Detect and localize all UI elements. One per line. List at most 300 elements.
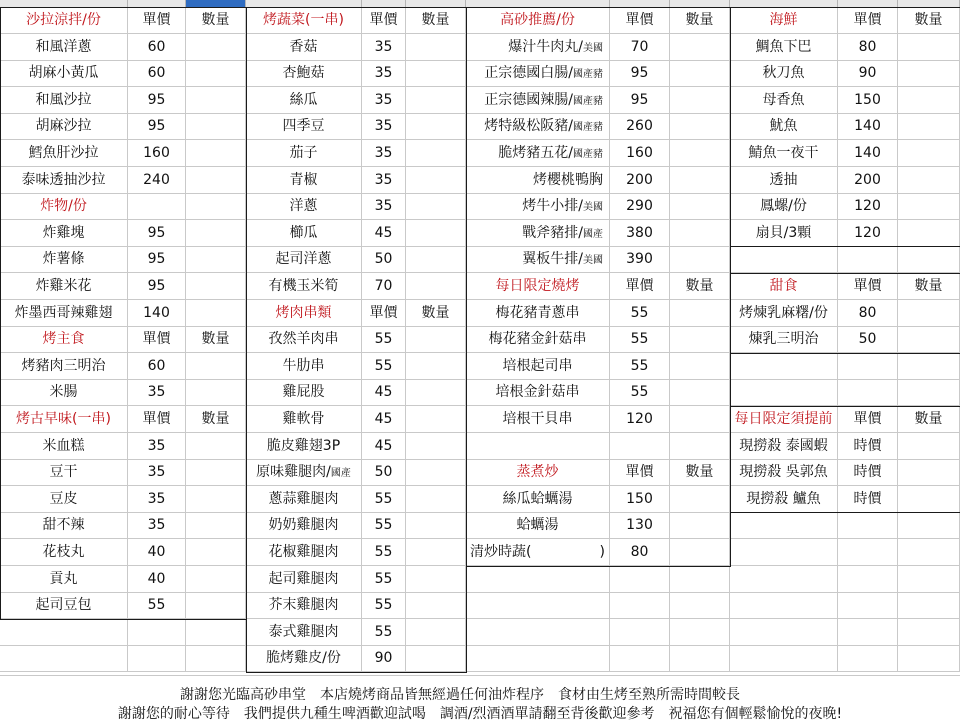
qty-header[interactable]: 數量 xyxy=(898,406,960,433)
menu-item-price[interactable]: 70 xyxy=(610,34,670,61)
qty-input-cell[interactable] xyxy=(186,486,246,513)
qty-input-cell[interactable] xyxy=(186,353,246,380)
column-header[interactable] xyxy=(246,0,362,7)
menu-item-price[interactable]: 35 xyxy=(128,379,186,406)
sheet-cell[interactable] xyxy=(898,246,960,273)
menu-item-name[interactable]: 泰味透抽沙拉 xyxy=(0,167,128,194)
sheet-cell[interactable] xyxy=(610,645,670,672)
qty-input-cell[interactable] xyxy=(898,300,960,327)
menu-item-name[interactable]: 原味雞腿肉/國產 xyxy=(246,459,362,486)
menu-item-name[interactable]: 花枝丸 xyxy=(0,539,128,566)
menu-item-name[interactable]: 烤煉乳麻糬/份 xyxy=(730,300,838,327)
menu-item-price[interactable]: 時價 xyxy=(838,459,898,486)
sheet-cell[interactable] xyxy=(186,193,246,220)
sheet-cell[interactable] xyxy=(670,619,730,646)
sheet-cell[interactable] xyxy=(838,645,898,672)
qty-input-cell[interactable] xyxy=(406,140,466,167)
menu-item-price[interactable]: 45 xyxy=(362,220,406,247)
price-header[interactable]: 單價 xyxy=(128,406,186,433)
menu-item-name[interactable]: 培根金針菇串 xyxy=(466,379,610,406)
menu-item-price[interactable]: 55 xyxy=(362,512,406,539)
price-header[interactable]: 單價 xyxy=(610,273,670,300)
qty-input-cell[interactable] xyxy=(898,167,960,194)
qty-header[interactable]: 數量 xyxy=(406,7,466,34)
menu-item-price[interactable]: 35 xyxy=(362,87,406,114)
qty-input-cell[interactable] xyxy=(406,379,466,406)
qty-input-cell[interactable] xyxy=(186,539,246,566)
qty-input-cell[interactable] xyxy=(406,645,466,672)
menu-item-price[interactable]: 45 xyxy=(362,406,406,433)
qty-input-cell[interactable] xyxy=(670,486,730,513)
menu-item-price[interactable]: 95 xyxy=(128,87,186,114)
menu-item-price[interactable]: 150 xyxy=(610,486,670,513)
menu-item-price[interactable]: 55 xyxy=(610,379,670,406)
menu-item-name[interactable]: 秋刀魚 xyxy=(730,60,838,87)
menu-item-name[interactable]: 煉乳三明治 xyxy=(730,326,838,353)
menu-item-price[interactable]: 35 xyxy=(362,34,406,61)
menu-item-price[interactable]: 50 xyxy=(362,459,406,486)
menu-item-price[interactable]: 35 xyxy=(128,459,186,486)
menu-item-name[interactable]: 泰式雞腿肉 xyxy=(246,619,362,646)
sheet-cell[interactable] xyxy=(838,353,898,380)
menu-item-name[interactable]: 洋蔥 xyxy=(246,193,362,220)
menu-item-price[interactable]: 50 xyxy=(838,326,898,353)
section-title-retro[interactable]: 烤古早味(一串) xyxy=(0,406,128,433)
menu-item-name[interactable]: 現撈殺 泰國蝦 xyxy=(730,433,838,460)
menu-item-price[interactable]: 70 xyxy=(362,273,406,300)
qty-header[interactable]: 數量 xyxy=(898,273,960,300)
column-header[interactable] xyxy=(730,0,838,7)
qty-input-cell[interactable] xyxy=(406,60,466,87)
menu-item-price[interactable]: 55 xyxy=(362,486,406,513)
menu-item-price[interactable]: 80 xyxy=(838,300,898,327)
menu-item-price[interactable]: 95 xyxy=(128,246,186,273)
menu-item-name[interactable]: 蔥蒜雞腿肉 xyxy=(246,486,362,513)
menu-item-name[interactable]: 炸雞塊 xyxy=(0,220,128,247)
column-header[interactable] xyxy=(362,0,406,7)
qty-input-cell[interactable] xyxy=(406,486,466,513)
price-header[interactable]: 單價 xyxy=(838,273,898,300)
sheet-cell[interactable] xyxy=(730,379,838,406)
qty-input-cell[interactable] xyxy=(406,353,466,380)
sheet-cell[interactable] xyxy=(466,433,610,460)
menu-item-price[interactable]: 時價 xyxy=(838,486,898,513)
qty-header[interactable]: 數量 xyxy=(186,7,246,34)
price-header[interactable]: 單價 xyxy=(362,7,406,34)
qty-input-cell[interactable] xyxy=(186,592,246,619)
section-title-seafood[interactable]: 海鮮 xyxy=(730,7,838,34)
qty-header[interactable]: 數量 xyxy=(670,459,730,486)
sheet-cell[interactable] xyxy=(898,379,960,406)
menu-item-price[interactable]: 95 xyxy=(128,273,186,300)
sheet-cell[interactable] xyxy=(730,566,838,593)
sheet-cell[interactable] xyxy=(898,645,960,672)
qty-input-cell[interactable] xyxy=(670,113,730,140)
sheet-cell[interactable] xyxy=(730,246,838,273)
section-title-steam[interactable]: 蒸煮炒 xyxy=(466,459,610,486)
qty-input-cell[interactable] xyxy=(186,60,246,87)
qty-input-cell[interactable] xyxy=(406,34,466,61)
qty-input-cell[interactable] xyxy=(406,326,466,353)
menu-item-price[interactable]: 380 xyxy=(610,220,670,247)
menu-item-price[interactable]: 290 xyxy=(610,193,670,220)
menu-item-price[interactable]: 55 xyxy=(362,326,406,353)
menu-item-price[interactable]: 時價 xyxy=(838,433,898,460)
menu-item-name[interactable]: 孜然羊肉串 xyxy=(246,326,362,353)
qty-input-cell[interactable] xyxy=(670,87,730,114)
menu-item-name[interactable]: 櫛瓜 xyxy=(246,220,362,247)
section-title-veg[interactable]: 烤蔬菜(一串) xyxy=(246,7,362,34)
qty-input-cell[interactable] xyxy=(898,113,960,140)
qty-input-cell[interactable] xyxy=(670,300,730,327)
qty-input-cell[interactable] xyxy=(898,193,960,220)
price-header[interactable]: 單價 xyxy=(128,326,186,353)
menu-item-name[interactable]: 雞軟骨 xyxy=(246,406,362,433)
qty-input-cell[interactable] xyxy=(186,220,246,247)
sheet-cell[interactable] xyxy=(898,539,960,566)
menu-item-price[interactable]: 95 xyxy=(610,60,670,87)
menu-item-price[interactable]: 95 xyxy=(128,220,186,247)
qty-input-cell[interactable] xyxy=(406,220,466,247)
qty-input-cell[interactable] xyxy=(670,539,730,566)
qty-input-cell[interactable] xyxy=(898,486,960,513)
menu-item-name[interactable]: 起司雞腿肉 xyxy=(246,566,362,593)
qty-input-cell[interactable] xyxy=(406,592,466,619)
qty-input-cell[interactable] xyxy=(406,193,466,220)
qty-input-cell[interactable] xyxy=(670,34,730,61)
menu-item-price[interactable]: 130 xyxy=(610,512,670,539)
qty-header[interactable]: 數量 xyxy=(670,273,730,300)
sheet-cell[interactable] xyxy=(670,592,730,619)
menu-item-price[interactable]: 390 xyxy=(610,246,670,273)
qty-input-cell[interactable] xyxy=(670,379,730,406)
section-title-fried[interactable]: 炸物/份 xyxy=(0,193,128,220)
menu-item-name[interactable]: 胡麻小黃瓜 xyxy=(0,60,128,87)
menu-item-price[interactable]: 45 xyxy=(362,433,406,460)
qty-input-cell[interactable] xyxy=(670,220,730,247)
menu-item-price[interactable]: 35 xyxy=(128,433,186,460)
price-header[interactable]: 單價 xyxy=(838,406,898,433)
qty-input-cell[interactable] xyxy=(186,300,246,327)
column-header[interactable] xyxy=(406,0,466,7)
menu-item-name[interactable]: 和風洋蔥 xyxy=(0,34,128,61)
section-title-daily[interactable]: 每日限定燒烤 xyxy=(466,273,610,300)
qty-input-cell[interactable] xyxy=(670,406,730,433)
sheet-cell[interactable] xyxy=(466,619,610,646)
qty-input-cell[interactable] xyxy=(406,87,466,114)
menu-item-price[interactable]: 150 xyxy=(838,87,898,114)
price-header[interactable]: 單價 xyxy=(610,7,670,34)
qty-input-cell[interactable] xyxy=(898,220,960,247)
sheet-cell[interactable] xyxy=(838,566,898,593)
qty-input-cell[interactable] xyxy=(406,539,466,566)
menu-item-price[interactable]: 90 xyxy=(838,60,898,87)
section-title-staple[interactable]: 烤主食 xyxy=(0,326,128,353)
menu-item-price[interactable]: 40 xyxy=(128,566,186,593)
qty-input-cell[interactable] xyxy=(186,459,246,486)
qty-input-cell[interactable] xyxy=(186,34,246,61)
qty-input-cell[interactable] xyxy=(670,246,730,273)
qty-input-cell[interactable] xyxy=(898,60,960,87)
menu-item-name[interactable]: 清炒時蔬( ) xyxy=(466,539,610,566)
menu-item-name[interactable]: 起司豆包 xyxy=(0,592,128,619)
sheet-cell[interactable] xyxy=(730,592,838,619)
menu-item-price[interactable]: 35 xyxy=(128,512,186,539)
menu-item-name[interactable]: 米腸 xyxy=(0,379,128,406)
menu-item-name[interactable]: 現撈殺 吳郭魚 xyxy=(730,459,838,486)
qty-input-cell[interactable] xyxy=(186,379,246,406)
column-header[interactable] xyxy=(128,0,186,7)
menu-item-price[interactable]: 40 xyxy=(128,539,186,566)
sheet-cell[interactable] xyxy=(186,619,246,646)
sheet-cell[interactable] xyxy=(898,619,960,646)
sheet-cell[interactable] xyxy=(670,433,730,460)
menu-item-price[interactable]: 55 xyxy=(610,326,670,353)
section-title-premium[interactable]: 高砂推薦/份 xyxy=(466,7,610,34)
qty-input-cell[interactable] xyxy=(898,34,960,61)
menu-item-name[interactable]: 花椒雞腿肉 xyxy=(246,539,362,566)
menu-item-name[interactable]: 香菇 xyxy=(246,34,362,61)
qty-input-cell[interactable] xyxy=(186,87,246,114)
menu-item-name[interactable]: 胡麻沙拉 xyxy=(0,113,128,140)
menu-item-name[interactable]: 脆烤豬五花/國產豬 xyxy=(466,140,610,167)
menu-item-price[interactable]: 90 xyxy=(362,645,406,672)
qty-input-cell[interactable] xyxy=(898,140,960,167)
menu-item-price[interactable]: 45 xyxy=(362,379,406,406)
menu-item-price[interactable]: 200 xyxy=(610,167,670,194)
sheet-cell[interactable] xyxy=(838,246,898,273)
menu-item-price[interactable]: 160 xyxy=(610,140,670,167)
menu-item-price[interactable]: 50 xyxy=(362,246,406,273)
menu-item-price[interactable]: 80 xyxy=(838,34,898,61)
menu-item-price[interactable]: 160 xyxy=(128,140,186,167)
menu-item-price[interactable]: 35 xyxy=(128,486,186,513)
menu-item-price[interactable]: 240 xyxy=(128,167,186,194)
menu-item-name[interactable]: 脆烤雞皮/份 xyxy=(246,645,362,672)
sheet-cell[interactable] xyxy=(730,512,838,539)
menu-item-name[interactable]: 甜不辣 xyxy=(0,512,128,539)
qty-input-cell[interactable] xyxy=(186,113,246,140)
menu-item-name[interactable]: 魷魚 xyxy=(730,113,838,140)
menu-item-name[interactable]: 米血糕 xyxy=(0,433,128,460)
menu-item-name[interactable]: 芥末雞腿肉 xyxy=(246,592,362,619)
menu-item-price[interactable]: 140 xyxy=(128,300,186,327)
menu-item-price[interactable]: 35 xyxy=(362,140,406,167)
qty-input-cell[interactable] xyxy=(186,246,246,273)
qty-input-cell[interactable] xyxy=(898,326,960,353)
sheet-cell[interactable] xyxy=(128,193,186,220)
menu-item-name[interactable]: 現撈殺 鱸魚 xyxy=(730,486,838,513)
menu-item-name[interactable]: 炸薯條 xyxy=(0,246,128,273)
qty-input-cell[interactable] xyxy=(406,619,466,646)
menu-item-price[interactable]: 120 xyxy=(838,193,898,220)
sheet-cell[interactable] xyxy=(186,645,246,672)
qty-input-cell[interactable] xyxy=(406,113,466,140)
menu-item-price[interactable]: 140 xyxy=(838,140,898,167)
menu-item-name[interactable]: 牛肋串 xyxy=(246,353,362,380)
column-header[interactable] xyxy=(670,0,730,7)
menu-item-name[interactable]: 杏鮑菇 xyxy=(246,60,362,87)
menu-item-name[interactable]: 貢丸 xyxy=(0,566,128,593)
section-title-dessert[interactable]: 甜食 xyxy=(730,273,838,300)
menu-item-name[interactable]: 有機玉米筍 xyxy=(246,273,362,300)
menu-item-name[interactable]: 青椒 xyxy=(246,167,362,194)
menu-item-price[interactable]: 35 xyxy=(362,167,406,194)
menu-item-price[interactable]: 55 xyxy=(362,539,406,566)
qty-input-cell[interactable] xyxy=(406,273,466,300)
menu-item-price[interactable]: 60 xyxy=(128,34,186,61)
menu-item-price[interactable]: 140 xyxy=(838,113,898,140)
qty-input-cell[interactable] xyxy=(186,140,246,167)
menu-item-name[interactable]: 鱈魚肝沙拉 xyxy=(0,140,128,167)
qty-input-cell[interactable] xyxy=(670,326,730,353)
qty-input-cell[interactable] xyxy=(186,167,246,194)
menu-item-price[interactable]: 95 xyxy=(128,113,186,140)
menu-item-price[interactable]: 55 xyxy=(362,353,406,380)
qty-input-cell[interactable] xyxy=(898,433,960,460)
menu-item-name[interactable]: 正宗德國辣腸/國產豬 xyxy=(466,87,610,114)
qty-input-cell[interactable] xyxy=(406,246,466,273)
sheet-cell[interactable] xyxy=(730,353,838,380)
sheet-cell[interactable] xyxy=(610,566,670,593)
menu-item-name[interactable]: 翼板牛排/美國 xyxy=(466,246,610,273)
qty-input-cell[interactable] xyxy=(186,433,246,460)
menu-item-price[interactable]: 95 xyxy=(610,87,670,114)
menu-item-price[interactable]: 60 xyxy=(128,353,186,380)
sheet-cell[interactable] xyxy=(128,619,186,646)
menu-item-name[interactable]: 透抽 xyxy=(730,167,838,194)
menu-item-name[interactable]: 絲瓜蛤蠣湯 xyxy=(466,486,610,513)
sheet-cell[interactable] xyxy=(838,539,898,566)
menu-item-name[interactable]: 培根干貝串 xyxy=(466,406,610,433)
column-header[interactable] xyxy=(0,0,128,7)
sheet-cell[interactable] xyxy=(838,592,898,619)
column-header[interactable] xyxy=(466,0,610,7)
menu-item-name[interactable]: 四季豆 xyxy=(246,113,362,140)
qty-input-cell[interactable] xyxy=(406,167,466,194)
menu-item-name[interactable]: 培根起司串 xyxy=(466,353,610,380)
qty-input-cell[interactable] xyxy=(186,512,246,539)
column-header[interactable] xyxy=(898,0,960,7)
menu-item-price[interactable]: 55 xyxy=(610,353,670,380)
price-header[interactable]: 單價 xyxy=(610,459,670,486)
qty-input-cell[interactable] xyxy=(406,566,466,593)
sheet-cell[interactable] xyxy=(898,592,960,619)
qty-header[interactable]: 數量 xyxy=(898,7,960,34)
menu-item-name[interactable]: 戰斧豬排/國產 xyxy=(466,220,610,247)
column-header[interactable] xyxy=(838,0,898,7)
menu-item-name[interactable]: 鯛魚下巴 xyxy=(730,34,838,61)
sheet-cell[interactable] xyxy=(466,592,610,619)
menu-item-name[interactable]: 烤特級松阪豬/國產豬 xyxy=(466,113,610,140)
sheet-cell[interactable] xyxy=(730,619,838,646)
qty-input-cell[interactable] xyxy=(670,512,730,539)
menu-item-price[interactable]: 200 xyxy=(838,167,898,194)
section-title-preorder[interactable]: 每日限定須提前 xyxy=(730,406,838,433)
menu-item-name[interactable]: 烤牛小排/美國 xyxy=(466,193,610,220)
price-header[interactable]: 單價 xyxy=(838,7,898,34)
menu-item-price[interactable]: 120 xyxy=(610,406,670,433)
menu-item-name[interactable]: 梅花豬金針菇串 xyxy=(466,326,610,353)
menu-item-price[interactable]: 60 xyxy=(128,60,186,87)
menu-item-name[interactable]: 扇貝/3顆 xyxy=(730,220,838,247)
column-header[interactable] xyxy=(610,0,670,7)
sheet-cell[interactable] xyxy=(128,645,186,672)
menu-item-price[interactable]: 260 xyxy=(610,113,670,140)
menu-item-price[interactable]: 80 xyxy=(610,539,670,566)
qty-input-cell[interactable] xyxy=(406,433,466,460)
menu-item-name[interactable]: 炸雞米花 xyxy=(0,273,128,300)
sheet-cell[interactable] xyxy=(838,619,898,646)
qty-header[interactable]: 數量 xyxy=(186,326,246,353)
qty-input-cell[interactable] xyxy=(670,140,730,167)
menu-item-price[interactable]: 55 xyxy=(362,566,406,593)
menu-item-price[interactable]: 55 xyxy=(362,619,406,646)
menu-item-name[interactable]: 雞屁股 xyxy=(246,379,362,406)
sheet-cell[interactable] xyxy=(466,645,610,672)
qty-input-cell[interactable] xyxy=(186,566,246,593)
sheet-cell[interactable] xyxy=(610,433,670,460)
menu-item-name[interactable]: 茄子 xyxy=(246,140,362,167)
sheet-cell[interactable] xyxy=(838,379,898,406)
qty-input-cell[interactable] xyxy=(898,87,960,114)
menu-item-name[interactable]: 炸墨西哥辣雞翅 xyxy=(0,300,128,327)
section-title-meat[interactable]: 烤肉串類 xyxy=(246,300,362,327)
sheet-cell[interactable] xyxy=(670,645,730,672)
qty-input-cell[interactable] xyxy=(406,459,466,486)
qty-header[interactable]: 數量 xyxy=(406,300,466,327)
sheet-cell[interactable] xyxy=(610,619,670,646)
menu-item-name[interactable]: 梅花豬青蔥串 xyxy=(466,300,610,327)
sheet-cell[interactable] xyxy=(898,353,960,380)
qty-input-cell[interactable] xyxy=(670,353,730,380)
menu-item-name[interactable]: 和風沙拉 xyxy=(0,87,128,114)
menu-item-price[interactable]: 55 xyxy=(362,592,406,619)
menu-item-name[interactable]: 烤豬肉三明治 xyxy=(0,353,128,380)
menu-item-price[interactable]: 35 xyxy=(362,60,406,87)
sheet-cell[interactable] xyxy=(0,645,128,672)
sheet-cell[interactable] xyxy=(670,566,730,593)
menu-item-price[interactable]: 120 xyxy=(838,220,898,247)
qty-input-cell[interactable] xyxy=(670,193,730,220)
sheet-cell[interactable] xyxy=(730,645,838,672)
section-title-salad[interactable]: 沙拉涼拌/份 xyxy=(0,7,128,34)
qty-header[interactable]: 數量 xyxy=(670,7,730,34)
qty-input-cell[interactable] xyxy=(898,459,960,486)
menu-item-price[interactable]: 35 xyxy=(362,113,406,140)
menu-item-name[interactable]: 蛤蠣湯 xyxy=(466,512,610,539)
sheet-cell[interactable] xyxy=(466,566,610,593)
menu-item-price[interactable]: 55 xyxy=(128,592,186,619)
menu-item-name[interactable]: 絲瓜 xyxy=(246,87,362,114)
menu-item-name[interactable]: 爆汁牛肉丸/美國 xyxy=(466,34,610,61)
qty-header[interactable]: 數量 xyxy=(186,406,246,433)
menu-item-name[interactable]: 豆皮 xyxy=(0,486,128,513)
menu-item-name[interactable]: 鯖魚一夜干 xyxy=(730,140,838,167)
sheet-cell[interactable] xyxy=(838,512,898,539)
menu-item-name[interactable]: 起司洋蔥 xyxy=(246,246,362,273)
qty-input-cell[interactable] xyxy=(186,273,246,300)
qty-input-cell[interactable] xyxy=(406,406,466,433)
sheet-cell[interactable] xyxy=(898,566,960,593)
sheet-cell[interactable] xyxy=(730,539,838,566)
price-header[interactable]: 單價 xyxy=(128,7,186,34)
menu-item-name[interactable]: 脆皮雞翅3P xyxy=(246,433,362,460)
sheet-cell[interactable] xyxy=(610,592,670,619)
sheet-cell[interactable] xyxy=(898,512,960,539)
qty-input-cell[interactable] xyxy=(406,512,466,539)
price-header[interactable]: 單價 xyxy=(362,300,406,327)
